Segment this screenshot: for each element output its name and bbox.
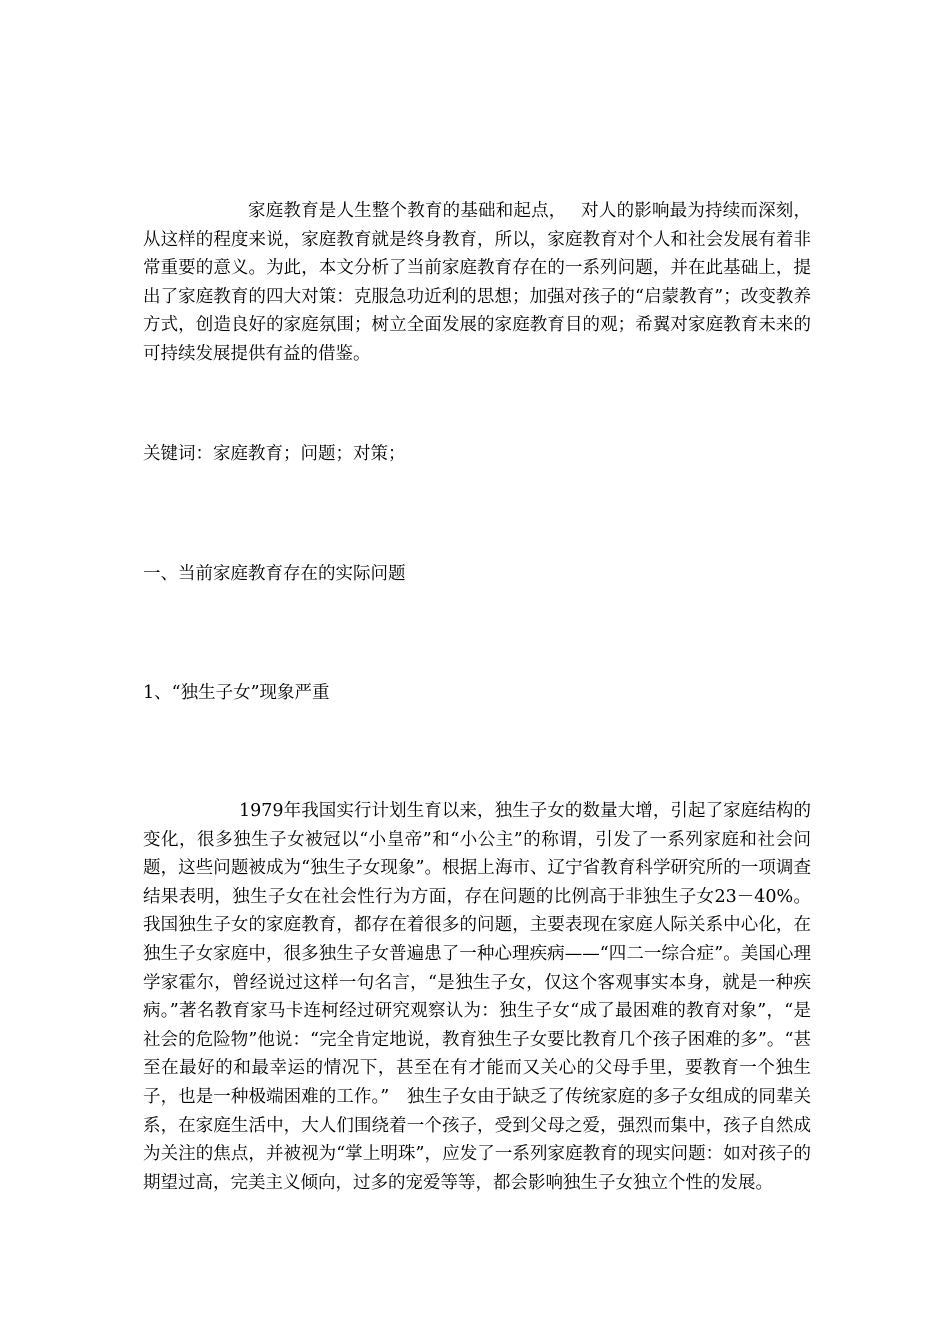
body-paragraph: 1979年我国实行计划生育以来，独生子女的数量大增，引起了家庭结构的变化，很多独生子女被冠以“小皇帝”和“小公主”的称谓，引发了一系列家庭和社会问题，这些问题被成为“独生子女现象”。根据上海市、辽宁省教育科学研究所的一项调查结果表明，独生子女在社会性行为方面，存在问题的比例高于非独生子女23－40%。我国独生子女的家庭教育，都存在着很多的问题，主要表现在家庭人际关系中心化，在独生子女家庭中，很多独生子女普遍患了一种心理疾病——“四二一综合症”。美国心理学家霍尔，曾经说过这样一句名言，“是独生子女，仅这个客观事实本身，就是一种疾病。”著名教育家马卡连柯经过研究观察认为：独生子女“成了最困难的教育对象”，“是社会的危险物”他说：“完全肯定地说，教育独生子女要比教育几个孩子困难的多”。“甚至在最好的和最幸运的情况下，甚至在有才能而又关心的父母手里，要教育一个独生子，也是一种极端困难的工作。” 独生子女由于缺乏了传统家庭的多子女组成的同辈关系，在家庭生活中，大人们围绕着一个孩子，受到父母之爱，强烈而集中，孩子自然成为关注的焦点，并被视为“掌上明珠”，应发了一系列家庭教育的现实问题：如对孩子的期望过高，完美主义倾向，过多的宠爱等等，都会影响独生子女独立个性的发展。: [143, 801, 811, 1193]
keywords-line: 关键词：家庭教育；问题；对策；: [143, 444, 406, 464]
subsection-heading: 1、“独生子女”现象严重: [143, 683, 330, 703]
abstract-paragraph: 家庭教育是人生整个教育的基础和起点， 对人的影响最为持续而深刻，从这样的程度来说，家庭教育就是终身教育，所以，家庭教育对个人和社会发展有着非常重要的意义。为此，本文分析了当前家庭教育存在的一系列问题，并在此基础上，提出了家庭教育的四大对策：克服急功近利的思想；加强对孩子的“启蒙教育”；改变教养方式，创造良好的家庭氛围；树立全面发展的家庭教育目的观；希翼对家庭教育未来的可持续发展提供有益的借鉴。: [143, 201, 811, 364]
section-heading: 一、当前家庭教育存在的实际问题: [143, 564, 406, 584]
